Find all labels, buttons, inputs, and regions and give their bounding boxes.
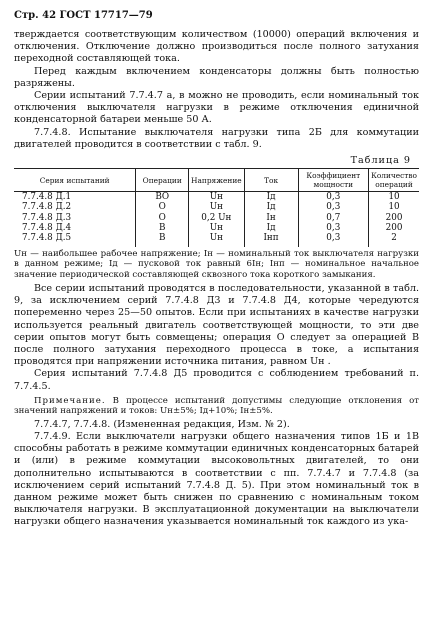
table-row [14, 233, 419, 246]
cell: Uн [189, 192, 245, 203]
paragraph-7: 7.7.4.9. Если выключатели нагрузки общего назначения типов 1Б и 1В способны работать в режиме коммутации единичных конденсаторных батарей и (или) в режиме коммутации высоковольтных двигателей, то они дополнительно испытываются в соответствии с пп. 7.7.4.7 и 7.7.4.8 (за исключением серий испытаний 7.7.4.8 Д. 5). При этом номинальный ток в данном режиме может быть снижен по сравнению с номинальным током выключателя нагрузки. В эксплуатационной документации на выключатели нагрузки общего назначения указывается номинальный ток каждого из ука- [14, 431, 419, 528]
cell: 200 [369, 223, 419, 233]
cell: О [136, 213, 189, 223]
cell: 2 [369, 233, 419, 246]
cell: 7.7.4.8 Д.5 [22, 233, 72, 244]
paragraph-6: Серия испытаний 7.7.4.8 Д5 проводится с соблюдением требований п. 7.7.4.5. [14, 368, 419, 392]
cell: В [136, 233, 189, 246]
cell: 0,7 [298, 213, 369, 223]
cell: О [136, 202, 189, 212]
cell: Iд [244, 202, 298, 212]
amendment-line: 7.7.4.7, 7.7.4.8. (Измененная редакция, Изм. № 2). [34, 418, 290, 430]
col-header-voltage: Напряжение [189, 169, 245, 192]
cell: 0,3 [298, 233, 369, 246]
cell: 7.7.4.8 Д.1 [22, 192, 72, 203]
document-page [14, 10, 419, 529]
cell: Iн [244, 213, 298, 223]
col-header-series: Серия испытаний [14, 169, 136, 192]
note [14, 396, 419, 417]
cell: 7.7.4.8 Д.3 [22, 212, 72, 223]
col-header-current: Ток [244, 169, 298, 192]
cell: Iнп [244, 233, 298, 246]
cell: Uн [189, 233, 245, 246]
paragraph-1: тверждается соответствующим количеством (10000) операций включения и отключения. Отключение должно производиться после полного затухания переходной составляющей тока. [14, 29, 419, 65]
table-row [14, 223, 419, 233]
cell: 0,3 [298, 202, 369, 212]
paragraph-4: 7.7.4.8. Испытание выключателя нагрузки типа 2Б для коммутации двигателей проводится в соответствии с табл. 9. [14, 126, 419, 150]
paragraph-2: Перед каждым включением конденсаторы должны быть полностью разряжены. [14, 65, 419, 89]
table-header-row [14, 169, 419, 192]
cell: 0,3 [298, 192, 369, 203]
page-header: Стр. 42 ГОСТ 17717—79 [14, 10, 153, 21]
col-header-op-count: Количество операций [369, 169, 419, 192]
cell: 7.7.4.8 Д.2 [22, 202, 72, 213]
cell: Iд [244, 223, 298, 233]
paragraph-5: Все серии испытаний проводятся в последовательности, указанной в табл. 9, за исключением серий 7.7.4.8 Д3 и 7.7.4.8 Д4, которые чередуются попеременно через 25—50 опытов. Если при испытаниях в качестве нагрузки используется реальный двигатель соответствующей мощности, то эти две серии опытов могут быть совмещены; операция О следует за операцией В после полного затухания переходного процесса в токе, а испытания проводятся при напряжении источника питания, равном Uн . [14, 283, 419, 368]
cell: Uн [189, 223, 245, 233]
table-row [14, 213, 419, 223]
cell: 10 [369, 192, 419, 203]
table-footnote: Uн — наибольшее рабочее напряжение; Iн — номинальный ток выключателя нагрузки в данном режиме; Iд — пусковой ток равный 6Iн; Iнп — номинальное начальное значение периодической составляющей сквозного тока короткого замыкания. [14, 248, 419, 280]
table-row [14, 192, 419, 203]
cell: ВО [136, 192, 189, 203]
cell: 7.7.4.8 Д.4 [22, 222, 72, 233]
cell: Iд [244, 192, 298, 203]
cell: Uн [189, 202, 245, 212]
cell: 10 [369, 202, 419, 212]
cell: 200 [369, 213, 419, 223]
col-header-operations: Операции [136, 169, 189, 192]
col-header-power-factor: Коэффициент мощности [298, 169, 369, 192]
note-label: Примечание. [34, 395, 106, 406]
note-text: В процессе испытаний допустимы следующие отклонения от значений напряжений и токов: Uн±5%; Iд+10%; Iн±5%. [14, 395, 419, 417]
table-caption: Таблица 9 [350, 155, 411, 167]
cell: В [136, 223, 189, 233]
table-row [14, 202, 419, 212]
cell: 0,3 [298, 223, 369, 233]
table-9 [14, 168, 419, 246]
cell: 0,2 Uн [189, 213, 245, 223]
paragraph-3: Серии испытаний 7.7.4.7 а, в можно не проводить, если номинальный ток отключения выключателя нагрузки в режиме отключения единичной конденсаторной батареи меньше 50 А. [14, 90, 419, 126]
